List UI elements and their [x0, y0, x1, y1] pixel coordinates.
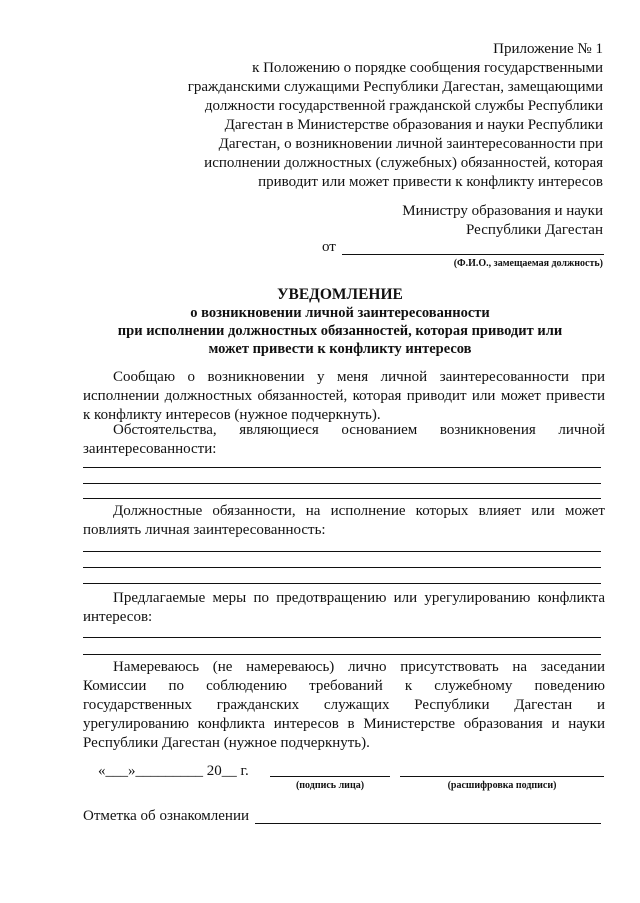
answer-line: [83, 583, 601, 584]
paragraph-5: [83, 658, 605, 753]
appendix-line: к Положению о порядке сообщения государственными: [252, 60, 603, 76]
paragraph-line: Обстоятельства, являющиеся основанием возникновения личной: [113, 422, 605, 438]
notice-title: УВЕДОМЛЕНИЕ: [277, 286, 403, 303]
appendix-line: приводит или может привести к конфликту интересов: [258, 174, 603, 190]
paragraph-line: урегулированию конфликта интересов в Министерстве образования и науки: [83, 716, 605, 732]
paragraph-line: повлиять личная заинтересованность:: [83, 522, 326, 538]
notice-subtitle: [40, 304, 640, 358]
answer-line: [83, 551, 601, 552]
paragraph-line: интересов:: [83, 609, 153, 625]
answer-line: [83, 498, 601, 499]
from-field-line: [342, 254, 604, 255]
paragraph-1: [83, 368, 605, 425]
answer-line: [83, 637, 601, 638]
acknowledge-line: [255, 823, 601, 824]
paragraph-line: Предлагаемые меры по предотвращению или урегулированию конфликта: [113, 590, 605, 606]
from-label: от: [322, 239, 336, 255]
answer-line: [83, 567, 601, 568]
addressee-line-2: Республики Дагестан: [466, 222, 603, 238]
addressee-line-1: Министру образования и науки: [402, 203, 603, 219]
subtitle-line: о возникновении личной заинтересованности: [190, 305, 490, 321]
paragraph-line: Комиссии по соблюдению требований к служебному поведению: [83, 678, 605, 694]
appendix-line: Дагестан в Министерстве образования и науки Республики: [224, 117, 603, 133]
appendix-text: [163, 59, 603, 192]
acknowledge-label: Отметка об ознакомлении: [83, 808, 250, 824]
paragraph-line: исполнении должностных обязанностей, которая приводит или может привести: [83, 388, 605, 404]
appendix-line: исполнении должностных (служебных) обязанностей, которая: [204, 155, 603, 171]
paragraph-line: Намереваюсь (не намереваюсь) лично присутствовать на заседании: [113, 659, 605, 675]
answer-line: [83, 483, 601, 484]
signature-caption: (подпись лица): [295, 780, 365, 791]
paragraph-line: заинтересованности:: [83, 441, 217, 457]
paragraph-line: Должностные обязанности, на исполнение которых влияет или может: [113, 503, 605, 519]
appendix-title: Приложение № 1: [493, 41, 603, 57]
decode-caption: (расшифровка подписи): [447, 780, 557, 791]
from-caption: (Ф.И.О., замещаемая должность): [453, 258, 603, 269]
appendix-line: должности государственной гражданской службы Республики: [204, 98, 603, 114]
paragraph-line: государственных гражданских служащих Республики Дагестан и: [83, 697, 605, 713]
paragraph-3: [83, 502, 605, 540]
paragraph-2: [83, 421, 605, 459]
paragraph-line: Сообщаю о возникновении у меня личной заинтересованности при: [113, 369, 605, 385]
appendix-line: Дагестан, о возникновении личной заинтересованности при: [218, 136, 603, 152]
paragraph-line: к конфликту интересов (нужное подчеркнуть).: [83, 407, 381, 423]
paragraph-4: [83, 589, 605, 627]
subtitle-line: при исполнении должностных обязанностей, которая приводит или: [117, 323, 563, 339]
answer-line: [83, 467, 601, 468]
appendix-line: гражданскими служащими Республики Дагестан, замещающими: [187, 79, 603, 95]
paragraph-line: Республики Дагестан (нужное подчеркнуть).: [83, 735, 370, 751]
decode-line: [400, 776, 604, 777]
subtitle-line: может привести к конфликту интересов: [208, 341, 472, 357]
answer-line: [83, 654, 601, 655]
signature-line: [270, 776, 390, 777]
date-field: «___»_________ 20__ г.: [98, 763, 249, 779]
